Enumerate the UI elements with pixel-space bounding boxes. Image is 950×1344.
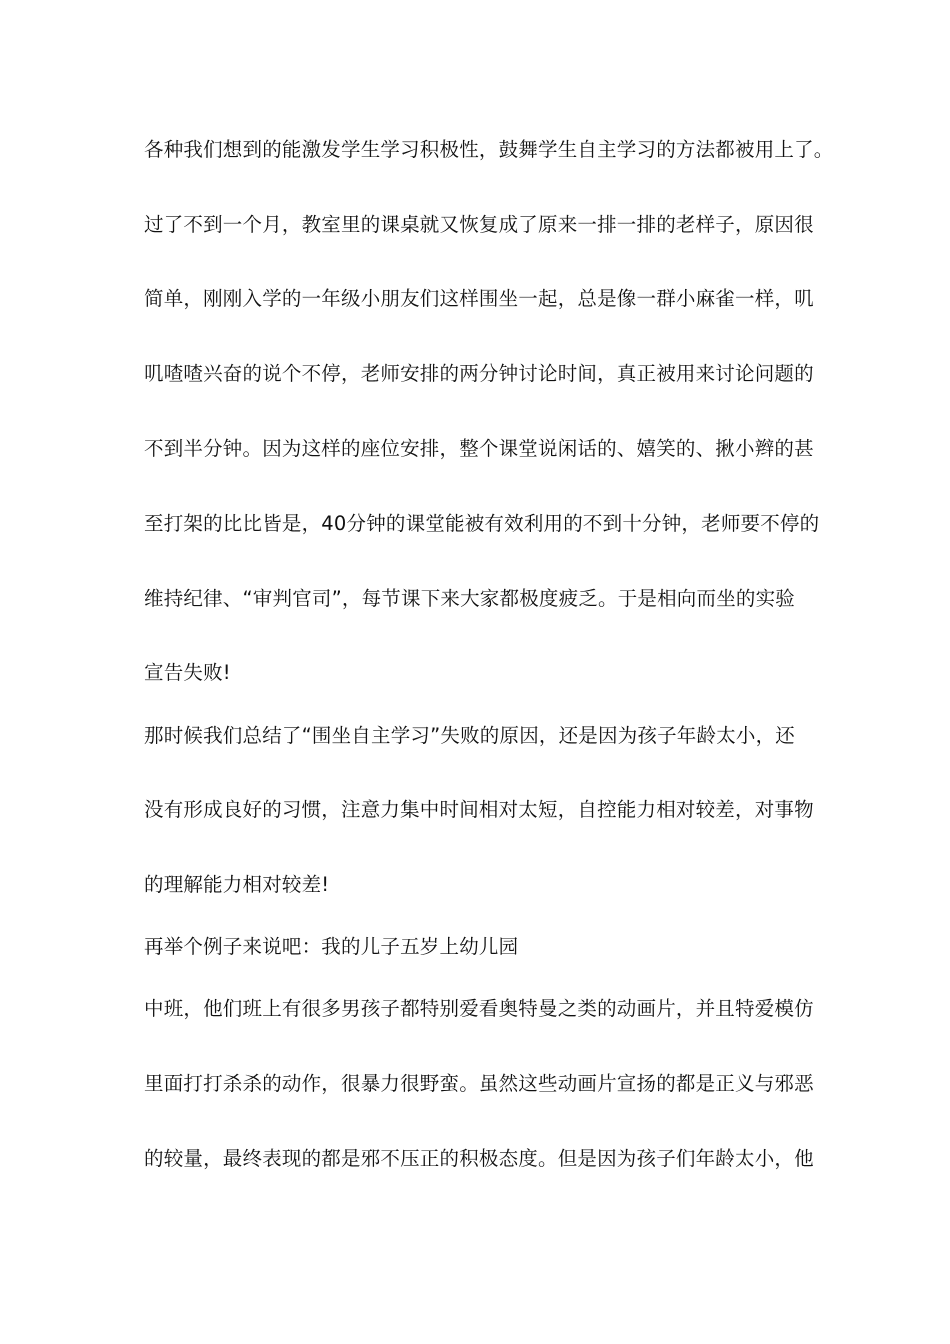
- text-line-4: 叽喳喳兴奋的说个不停，老师安排的两分钟讨论时间，真正被用来讨论问题的: [144, 362, 814, 385]
- text-line-10: 没有形成良好的习惯，注意力集中时间相对太短，自控能力相对较差，对事物: [144, 798, 814, 821]
- text-line-11: 的理解能力相对较差!: [144, 873, 330, 896]
- text-line-2: 过了不到一个月，教室里的课桌就又恢复成了原来一排一排的老样子，原因很: [144, 213, 814, 236]
- text-line-7: 维持纪律、“审判官司”，每节课下来大家都极度疲乏。于是相向而坐的实验: [144, 587, 796, 610]
- text-line-15: 的较量，最终表现的都是邪不压正的积极态度。但是因为孩子们年龄太小，他: [144, 1147, 814, 1170]
- text-line-3: 简单，刚刚入学的一年级小朋友们这样围坐一起，总是像一群小麻雀一样，叽: [144, 287, 814, 310]
- text-line-13: 中班，他们班上有很多男孩子都特别爱看奥特曼之类的动画片，并且特爱模仿: [144, 997, 814, 1020]
- text-line-8: 宣告失败!: [144, 661, 231, 684]
- text-line-1: 各种我们想到的能激发学生学习积极性，鼓舞学生自主学习的方法都被用上了。: [144, 138, 834, 161]
- text-line-9: 那时候我们总结了“围坐自主学习”失败的原因，还是因为孩子年龄太小，还: [144, 724, 796, 747]
- text-line-14: 里面打打杀杀的动作，很暴力很野蛮。虽然这些动画片宣扬的都是正义与邪恶: [144, 1072, 814, 1095]
- text-line-5: 不到半分钟。因为这样的座位安排，整个课堂说闲话的、嬉笑的、揪小辫的甚: [144, 437, 814, 460]
- text-line-12: 再举个例子来说吧：我的儿子五岁上幼儿园: [144, 935, 519, 958]
- text-line-6: 至打架的比比皆是，40分钟的课堂能被有效利用的不到十分钟，老师要不停的: [144, 512, 820, 535]
